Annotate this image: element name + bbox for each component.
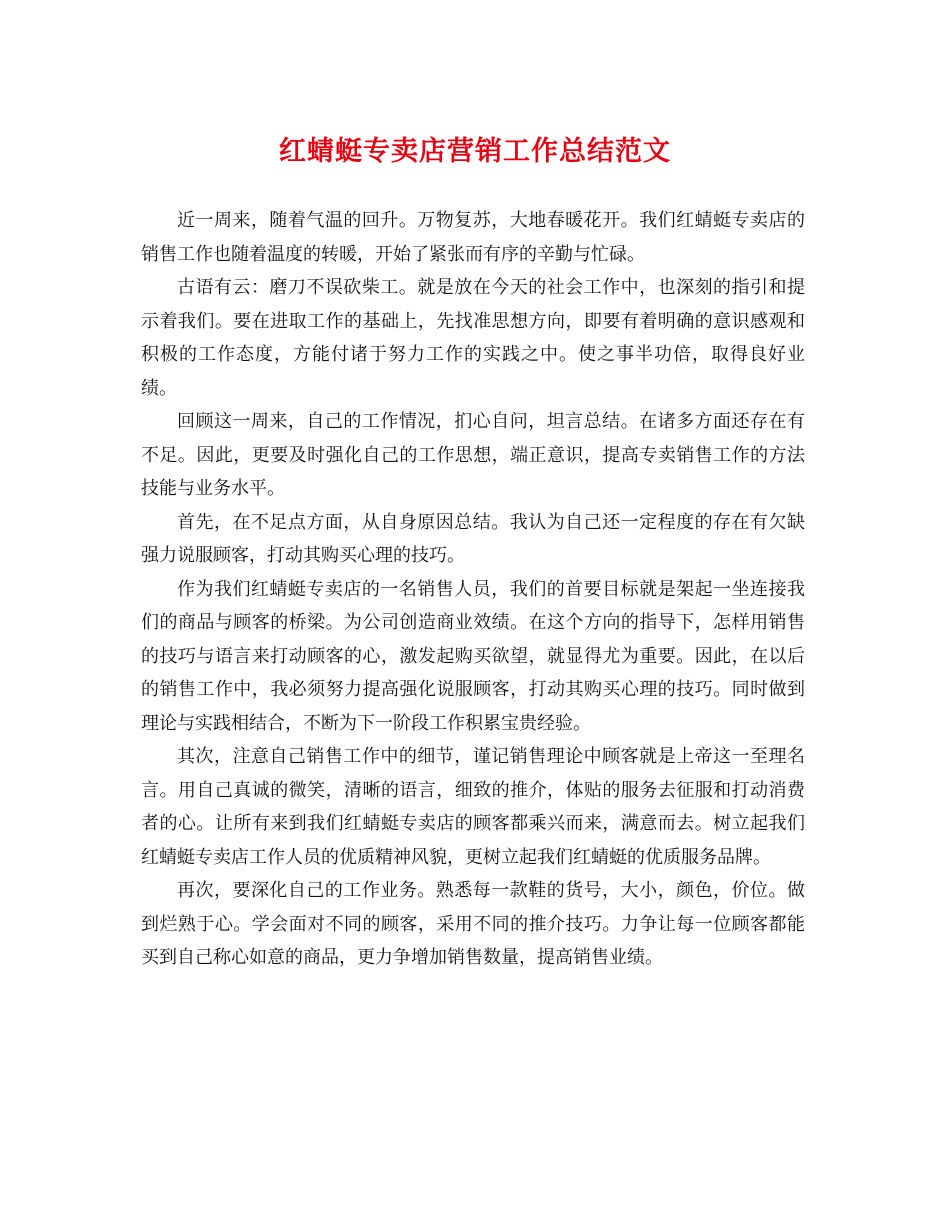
document-body <box>141 204 805 975</box>
paragraph-6: 其次，注意自己销售工作中的细节，谨记销售理论中顾客就是上帝这一至理名言。用自己真诚的微笑，清晰的语言，细致的推介，体贴的服务去征服和打动消费者的心。让所有来到我们红蜻蜓专卖店的顾客都乘兴而来，满意而去。树立起我们红蜻蜓专卖店工作人员的优质精神风貌，更树立起我们红蜻蜓的优质服务品牌。 <box>141 746 805 868</box>
paragraph-7: 再次，要深化自己的工作业务。熟悉每一款鞋的货号，大小，颜色，价位。做到烂熟于心。学会面对不同的顾客，采用不同的推介技巧。力争让每一位顾客都能买到自己称心如意的商品，更力争增加销售数量，提高销售业绩。 <box>141 880 805 968</box>
paragraph-4: 首先，在不足点方面，从自身原因总结。我认为自己还一定程度的存在有欠缺强力说服顾客，打动其购买心理的技巧。 <box>141 511 805 566</box>
paragraph-5: 作为我们红蜻蜓专卖店的一名销售人员，我们的首要目标就是架起一坐连接我们的商品与顾客的桥梁。为公司创造商业效绩。在这个方向的指导下，怎样用销售的技巧与语言来打动顾客的心，激发起购买欲望，就显得尤为重要。因此，在以后的销售工作中，我必须努力提高强化说服顾客，打动其购买心理的技巧。同时做到理论与实践相结合，不断为下一阶段工作积累宝贵经验。 <box>141 578 805 734</box>
paragraph-2: 古语有云：磨刀不误砍柴工。就是放在今天的社会工作中，也深刻的指引和提示着我们。要在进取工作的基础上，先找准思想方向，即要有着明确的意识感观和积极的工作态度，方能付诸于努力工作的实践之中。使之事半功倍，取得良好业绩。 <box>141 277 805 399</box>
paragraph-1: 近一周来，随着气温的回升。万物复苏，大地春暖花开。我们红蜻蜓专卖店的销售工作也随着温度的转暖，开始了紧张而有序的辛勤与忙碌。 <box>141 210 805 265</box>
document-title: 红蜻蜓专卖店营销工作总结范文 <box>279 136 671 167</box>
paragraph-3: 回顾这一周来，自己的工作情况，扪心自问，坦言总结。在诸多方面还存在有不足。因此，更要及时强化自己的工作思想，端正意识，提高专卖销售工作的方法技能与业务水平。 <box>141 411 805 499</box>
